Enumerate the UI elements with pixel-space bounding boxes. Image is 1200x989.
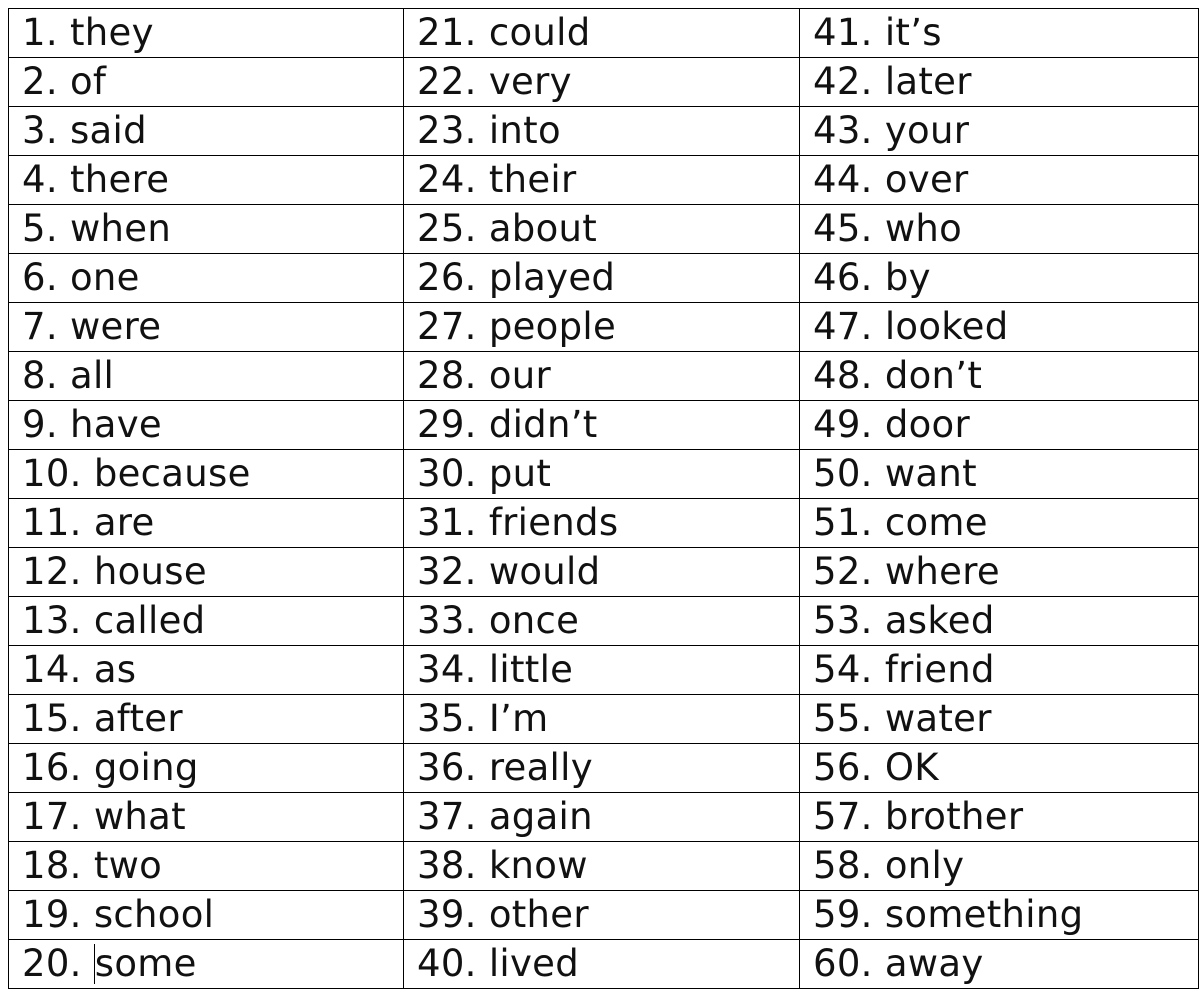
word-cell[interactable] [404,499,800,548]
word-text: only [884,844,965,887]
word-number: 28. [417,354,477,397]
word-cell[interactable] [800,695,1199,744]
word-text: people [488,305,617,348]
table-row [9,303,1199,352]
word-text: friends [488,501,619,544]
word-number: 38. [417,844,477,887]
word-number: 58. [813,844,873,887]
word-cell[interactable] [404,842,800,891]
word-cell[interactable] [800,744,1199,793]
word-text: could [488,11,591,54]
word-number: 39. [417,893,477,936]
word-text: two [93,844,163,887]
word-cell[interactable] [9,205,404,254]
word-number: 34. [417,648,477,691]
word-number: 18. [22,844,82,887]
word-number: 5. [22,207,58,250]
word-text: played [488,256,616,299]
word-number: 8. [22,354,58,397]
table-row [9,548,1199,597]
word-text: asked [884,599,995,642]
word-number: 24. [417,158,477,201]
word-cell[interactable] [9,9,404,58]
word-number: 20. [22,942,82,985]
word-cell[interactable] [404,107,800,156]
table-row [9,940,1199,989]
word-cell[interactable] [404,401,800,450]
word-number: 60. [813,942,873,985]
word-list-body [9,9,1199,989]
word-cell[interactable] [9,548,404,597]
word-number: 55. [813,697,873,740]
word-number: 4. [22,158,58,201]
word-cell[interactable] [800,646,1199,695]
word-text: into [488,109,561,152]
word-text: friend [884,648,995,691]
word-cell[interactable] [9,793,404,842]
table-row [9,744,1199,793]
word-cell[interactable] [9,254,404,303]
word-number: 10. [22,452,82,495]
table-row [9,205,1199,254]
word-text: as [93,648,137,691]
table-row [9,9,1199,58]
word-text: are [93,501,155,544]
word-text: who [884,207,963,250]
word-cell[interactable] [404,646,800,695]
word-number: 56. [813,746,873,789]
word-text: there [69,158,170,201]
word-cell[interactable] [404,9,800,58]
word-number: 50. [813,452,873,495]
word-cell[interactable] [800,9,1199,58]
word-number: 33. [417,599,477,642]
word-number: 11. [22,501,82,544]
table-row [9,156,1199,205]
word-number: 31. [417,501,477,544]
word-cell[interactable] [800,597,1199,646]
word-cell[interactable] [9,842,404,891]
word-number: 29. [417,403,477,446]
word-cell[interactable] [9,58,404,107]
word-number: 16. [22,746,82,789]
word-number: 36. [417,746,477,789]
word-text: brother [884,795,1024,838]
word-text: they [69,11,154,54]
word-cell[interactable] [404,450,800,499]
word-cell[interactable] [800,303,1199,352]
word-cell[interactable] [800,352,1199,401]
word-number: 9. [22,403,58,446]
word-cell[interactable] [9,499,404,548]
word-text: I’m [488,697,549,740]
word-text: going [93,746,199,789]
table-row [9,58,1199,107]
word-text: by [884,256,931,299]
word-text: once [488,599,580,642]
word-cell[interactable] [800,58,1199,107]
word-text: all [69,354,115,397]
word-cell[interactable] [9,303,404,352]
word-number: 25. [417,207,477,250]
table-row [9,842,1199,891]
word-number: 37. [417,795,477,838]
word-cell[interactable] [404,352,800,401]
word-number: 2. [22,60,58,103]
word-number: 52. [813,550,873,593]
word-cell[interactable] [800,205,1199,254]
word-cell[interactable] [404,793,800,842]
word-number: 49. [813,403,873,446]
word-number: 13. [22,599,82,642]
word-cell[interactable] [800,842,1199,891]
word-number: 47. [813,305,873,348]
word-text: said [69,109,147,152]
table-row [9,401,1199,450]
word-number: 12. [22,550,82,593]
word-text: called [93,599,206,642]
word-text: again [488,795,593,838]
word-text: about [488,207,598,250]
table-row [9,107,1199,156]
word-number: 57. [813,795,873,838]
word-number: 42. [813,60,873,103]
word-cell[interactable] [800,254,1199,303]
table-row [9,793,1199,842]
word-cell[interactable] [800,499,1199,548]
word-cell[interactable] [800,107,1199,156]
word-text: come [884,501,988,544]
word-text: really [488,746,593,789]
word-number: 27. [417,305,477,348]
word-number: 32. [417,550,477,593]
word-text: water [884,697,992,740]
word-text: would [488,550,601,593]
word-cell[interactable] [404,156,800,205]
word-number: 23. [417,109,477,152]
word-cell[interactable] [9,401,404,450]
word-text: looked [884,305,1009,348]
word-number: 1. [22,11,58,54]
word-number: 40. [417,942,477,985]
word-cell[interactable] [800,156,1199,205]
word-number: 17. [22,795,82,838]
word-text: one [69,256,140,299]
word-text: after [93,697,183,740]
word-cell[interactable] [9,156,404,205]
word-text: it’s [884,11,942,54]
word-number: 15. [22,697,82,740]
word-cell[interactable] [9,107,404,156]
word-cell[interactable] [800,891,1199,940]
word-cell[interactable] [800,548,1199,597]
word-number: 6. [22,256,58,299]
word-text: over [884,158,969,201]
word-cell[interactable] [9,352,404,401]
word-text: put [488,452,552,495]
word-cell[interactable] [800,940,1199,989]
word-text: didn’t [488,403,598,446]
word-text: were [69,305,162,348]
table-row [9,254,1199,303]
word-cell[interactable] [9,646,404,695]
word-text: when [69,207,172,250]
word-number: 14. [22,648,82,691]
word-text: have [69,403,162,446]
word-cell[interactable] [9,744,404,793]
word-text: something [884,893,1084,936]
word-text: know [488,844,588,887]
word-cell[interactable] [9,695,404,744]
word-cell[interactable] [404,205,800,254]
word-number: 46. [813,256,873,299]
word-text: because [93,452,251,495]
word-number: 54. [813,648,873,691]
word-cell[interactable] [9,597,404,646]
word-number: 7. [22,305,58,348]
word-text: other [488,893,589,936]
word-text: don’t [884,354,983,397]
word-cell[interactable] [800,793,1199,842]
word-text: what [93,795,186,838]
word-cell[interactable] [404,744,800,793]
word-text: away [884,942,984,985]
word-text: later [884,60,972,103]
word-cell[interactable] [404,940,800,989]
word-cell[interactable] [800,401,1199,450]
word-text: house [93,550,207,593]
word-text: door [884,403,970,446]
word-text: your [884,109,970,152]
word-text: OK [884,746,939,789]
word-number: 22. [417,60,477,103]
word-text: where [884,550,1000,593]
word-text: some [94,942,197,985]
word-text: lived [488,942,580,985]
table-row [9,695,1199,744]
word-number: 3. [22,109,58,152]
word-text: our [488,354,552,397]
word-cell[interactable] [404,303,800,352]
word-number: 26. [417,256,477,299]
word-cell[interactable] [404,891,800,940]
table-row [9,891,1199,940]
word-number: 48. [813,354,873,397]
word-cell[interactable] [404,254,800,303]
word-cell[interactable] [9,940,404,989]
word-number: 35. [417,697,477,740]
word-cell[interactable] [404,597,800,646]
word-cell[interactable] [404,58,800,107]
table-row [9,646,1199,695]
word-text: their [488,158,577,201]
word-number: 41. [813,11,873,54]
word-number: 51. [813,501,873,544]
word-number: 44. [813,158,873,201]
word-cell[interactable] [9,450,404,499]
word-text: little [488,648,574,691]
word-number: 43. [813,109,873,152]
word-cell[interactable] [404,548,800,597]
table-row [9,597,1199,646]
word-list-table [8,8,1199,989]
word-number: 53. [813,599,873,642]
word-cell[interactable] [800,450,1199,499]
word-number: 45. [813,207,873,250]
table-row [9,450,1199,499]
table-row [9,352,1199,401]
word-number: 30. [417,452,477,495]
word-text: very [488,60,572,103]
table-row [9,499,1199,548]
word-number: 21. [417,11,477,54]
word-cell[interactable] [404,695,800,744]
word-text: of [69,60,107,103]
word-text: want [884,452,977,495]
word-cell[interactable] [9,891,404,940]
word-number: 59. [813,893,873,936]
word-number: 19. [22,893,82,936]
word-text: school [93,893,215,936]
